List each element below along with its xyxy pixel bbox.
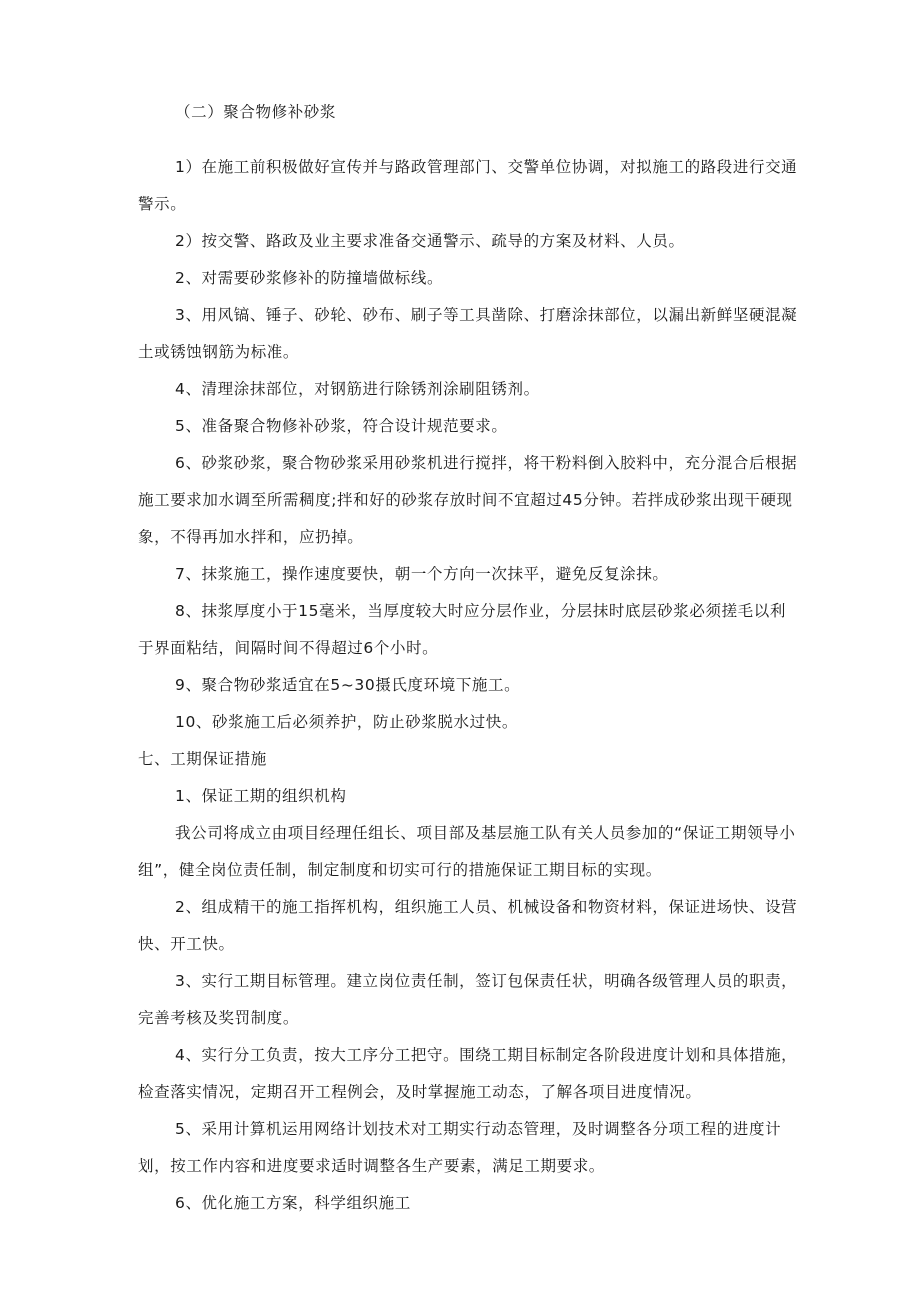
paragraph-schedule-2: 我公司将成立由项目经理任组长、项目部及基层施工队有关人员参加的“保证工期领导小组”，健全岗位责任制，制定制度和切实可行的措施保证工期目标的实现。 xyxy=(138,824,796,879)
paragraph-mortar-step-4: 3、用风镐、锤子、砂轮、砂布、刷子等工具凿除、打磨涂抹部位，以漏出新鲜坚硬混凝土或锈蚀钢筋为标准。 xyxy=(138,306,798,361)
paragraph-schedule-1: 1、保证工期的组织机构 xyxy=(175,787,347,805)
paragraph-mortar-step-9: 8、抹浆厚度小于15毫米，当厚度较大时应分层作业，分层抹时底层砂浆必须搓毛以利于界面粘结，间隔时间不得超过6个小时。 xyxy=(138,602,786,657)
document-body xyxy=(138,94,798,1222)
paragraph-schedule-5: 4、实行分工负责，按大工序分工把守。围绕工期目标制定各阶段进度计划和具体措施，检查落实情况，定期召开工程例会，及时掌握施工动态，了解各项目进度情况。 xyxy=(138,1046,798,1101)
paragraph-mortar-step-8: 7、抹浆施工，操作速度要快，朝一个方向一次抹平，避免反复涂抹。 xyxy=(175,565,669,583)
paragraph-mortar-step-5: 4、清理涂抹部位，对钢筋进行除锈剂涂刷阻锈剂。 xyxy=(175,380,540,398)
paragraph-schedule-3: 2、组成精干的施工指挥机构，组织施工人员、机械设备和物资材料，保证进场快、设营快、开工快。 xyxy=(138,898,798,953)
section-heading-schedule: 七、工期保证措施 xyxy=(138,750,267,768)
paragraph-mortar-step-10: 9、聚合物砂浆适宜在5~30摄氏度环境下施工。 xyxy=(175,676,521,694)
paragraph-schedule-4: 3、实行工期目标管理。建立岗位责任制，签订包保责任状，明确各级管理人员的职责，完善考核及奖罚制度。 xyxy=(138,972,798,1027)
paragraph-mortar-step-2: 2）按交警、路政及业主要求准备交通警示、疏导的方案及材料、人员。 xyxy=(175,232,685,250)
paragraph-mortar-step-11: 10、砂浆施工后必须养护，防止砂浆脱水过快。 xyxy=(175,713,518,731)
paragraph-mortar-step-1: 1）在施工前积极做好宣传并与路政管理部门、交警单位协调，对拟施工的路段进行交通警示。 xyxy=(138,158,798,213)
paragraph-mortar-step-7: 6、砂浆砂浆，聚合物砂浆采用砂浆机进行搅拌，将干粉料倒入胶料中，充分混合后根据施工要求加水调至所需稠度;拌和好的砂浆存放时间不宜超过45分钟。若拌成砂浆出现干硬现象，不得再加水拌和，应扔掉。 xyxy=(138,454,798,546)
subheading-polymer-mortar: （二）聚合物修补砂浆 xyxy=(175,103,337,121)
paragraph-schedule-6: 5、采用计算机运用网络计划技术对工期实行动态管理，及时调整各分项工程的进度计划，按工作内容和进度要求适时调整各生产要素，满足工期要求。 xyxy=(138,1120,782,1175)
paragraph-mortar-step-6: 5、准备聚合物修补砂浆，符合设计规范要求。 xyxy=(175,417,508,435)
paragraph-mortar-step-3: 2、对需要砂浆修补的防撞墙做标线。 xyxy=(175,269,444,287)
paragraph-schedule-7: 6、优化施工方案，科学组织施工 xyxy=(175,1194,411,1212)
